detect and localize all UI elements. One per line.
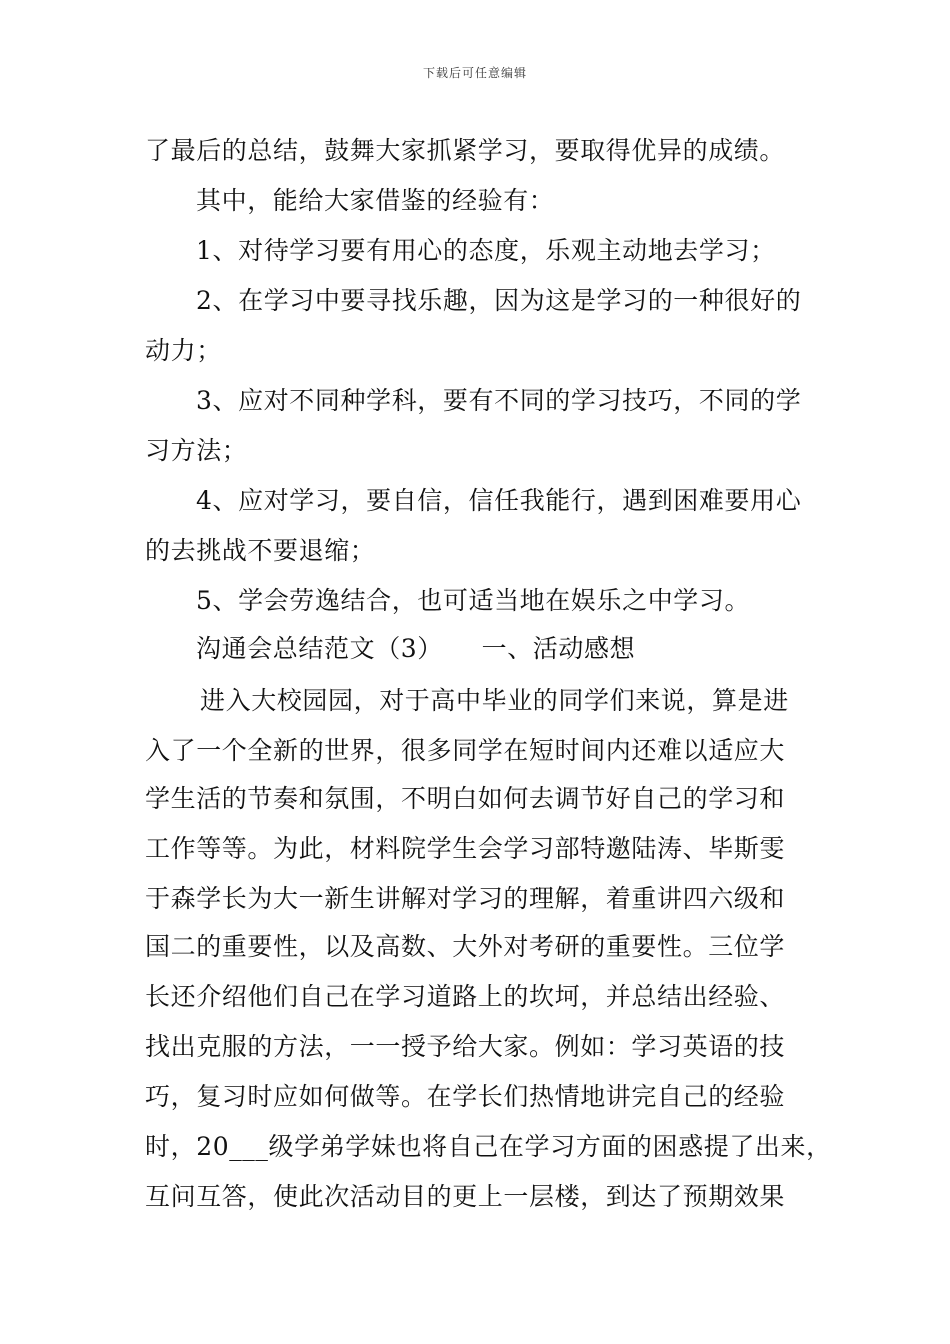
- text-line: 2、在学习中要寻找乐趣，因为这是学习的一种很好的: [196, 286, 802, 315]
- text-line: 其中，能给大家借鉴的经验有：: [196, 186, 555, 215]
- text-line: 于森学长为大一新生讲解对学习的理解，着重讲四六级和: [145, 884, 786, 913]
- page-header: 下载后可任意编辑: [422, 66, 527, 80]
- text-line: 动力；: [145, 336, 222, 365]
- text-line: 了最后的总结，鼓舞大家抓紧学习，要取得优异的成绩。: [145, 136, 786, 165]
- text-line: 5、学会劳逸结合，也可适当地在娱乐之中学习。: [196, 586, 751, 615]
- text-line: 习方法；: [145, 436, 248, 465]
- text-line: 入了一个全新的世界，很多同学在短时间内还难以适应大: [145, 736, 786, 765]
- text-line: 学生活的节奏和氛围，不明白如何去调节好自己的学习和: [145, 784, 786, 813]
- text-line: 1、对待学习要有用心的态度，乐观主动地去学习；: [196, 236, 776, 265]
- text-line: 长还介绍他们自己在学习道路上的坎坷，并总结出经验、: [145, 982, 786, 1011]
- text-line: 找出克服的方法，一一授予给大家。例如：学习英语的技: [145, 1032, 786, 1061]
- text-line: 工作等等。为此，材料院学生会学习部特邀陆涛、毕斯雯: [145, 834, 786, 863]
- text-line: 3、应对不同种学科，要有不同的学习技巧，不同的学: [196, 386, 802, 415]
- text-line: 互问互答，使此次活动目的更上一层楼，到达了预期效果: [145, 1182, 786, 1211]
- text-line: 4、应对学习，要自信，信任我能行，遇到困难要用心: [196, 486, 802, 515]
- section-heading: 沟通会总结范文（3） 一、活动感想: [196, 634, 636, 663]
- text-line: 时，20___级学弟学妹也将自己在学习方面的困惑提了出来，: [145, 1132, 832, 1161]
- text-line: 的去挑战不要退缩；: [145, 536, 376, 565]
- text-line: 进入大校园园，对于高中毕业的同学们来说，算是进: [200, 686, 789, 715]
- text-line: 巧，复习时应如何做等。在学长们热情地讲完自己的经验: [145, 1082, 786, 1111]
- text-line: 国二的重要性，以及高数、大外对考研的重要性。三位学: [145, 932, 786, 961]
